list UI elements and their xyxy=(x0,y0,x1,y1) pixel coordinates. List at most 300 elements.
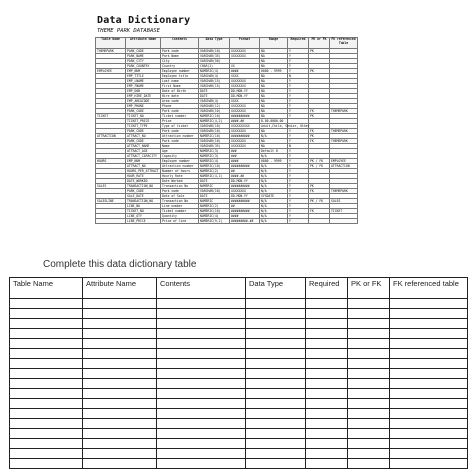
dictionary-cell: Y xyxy=(288,169,309,174)
answer-cell[interactable] xyxy=(246,299,306,309)
dictionary-cell: TRANSACTION_NO xyxy=(126,184,161,189)
dictionary-cell: NA xyxy=(260,104,288,109)
dictionary-cell: EMP_NUM xyxy=(126,159,161,164)
dictionary-cell: NUMERIC(4,2) xyxy=(199,119,230,124)
answer-cell[interactable] xyxy=(246,379,306,389)
dictionary-cell: ATTRACT_NO xyxy=(126,134,161,139)
dictionary-cell: Name xyxy=(161,144,199,149)
answer-cell[interactable] xyxy=(246,349,306,359)
answer-cell[interactable] xyxy=(10,299,83,309)
answer-cell[interactable] xyxy=(390,299,468,309)
dictionary-cell: THEMEPARK xyxy=(330,189,358,194)
answer-cell[interactable] xyxy=(83,309,157,319)
answer-header-cell: Data Type xyxy=(246,278,306,299)
dictionary-cell: VARCHAR(10) xyxy=(199,49,230,54)
answer-cell[interactable] xyxy=(83,349,157,359)
dictionary-cell: XXXXXXXXXX xyxy=(230,124,260,129)
answer-row xyxy=(10,309,468,319)
answer-cell[interactable] xyxy=(348,309,390,319)
answer-row xyxy=(10,299,468,309)
dictionary-cell: EMP_HIRE_DATE xyxy=(126,94,161,99)
dictionary-cell: ATTRACT_CAPACITY xyxy=(126,154,161,159)
dictionary-cell: LINE_NO xyxy=(126,204,161,209)
answer-cell[interactable] xyxy=(348,359,390,369)
dictionary-cell: HOURS xyxy=(96,159,126,164)
dictionary-cell: PARK_CODE xyxy=(126,139,161,144)
dictionary-cell: NUMERIC(4) xyxy=(199,159,230,164)
dictionary-cell: VARCHAR(50) xyxy=(199,59,230,64)
dictionary-cell: Y xyxy=(288,139,309,144)
answer-cell[interactable] xyxy=(390,389,468,399)
answer-cell[interactable] xyxy=(390,399,468,409)
dictionary-cell: Park code xyxy=(161,109,199,114)
dictionary-cell: SALE_DATE xyxy=(126,194,161,199)
dictionary-header-cell: PK or FK xyxy=(309,38,330,49)
dictionary-subtitle: THEME PARK DATABASE xyxy=(97,28,160,34)
dictionary-cell: ATTRACT_NAME xyxy=(126,144,161,149)
answer-cell[interactable] xyxy=(10,459,83,469)
dictionary-cell: Y xyxy=(288,54,309,59)
dictionary-cell: #### xyxy=(230,69,260,74)
dictionary-cell: Employee title xyxy=(161,74,199,79)
dictionary-cell: N/A xyxy=(260,179,288,184)
answer-cell[interactable] xyxy=(390,329,468,339)
dictionary-cell: TICKET xyxy=(96,114,126,119)
answer-cell[interactable] xyxy=(83,339,157,349)
answer-cell[interactable] xyxy=(348,409,390,419)
dictionary-cell: Y xyxy=(288,134,309,139)
answer-header-row xyxy=(10,278,468,299)
answer-cell[interactable] xyxy=(83,299,157,309)
dictionary-cell: Park code xyxy=(161,49,199,54)
dictionary-cell: TICKET_PRICE xyxy=(126,119,161,124)
dictionary-header-cell: Attribute Name xyxy=(126,38,161,49)
dictionary-cell: 0.00-0000.00 xyxy=(260,119,288,124)
dictionary-cell: PK / FK xyxy=(309,159,330,164)
dictionary-cell: Type of ticket xyxy=(161,124,199,129)
answer-cell[interactable] xyxy=(10,369,83,379)
answer-cell[interactable] xyxy=(246,429,306,439)
dictionary-cell: Y xyxy=(288,154,309,159)
dictionary-cell: DATE xyxy=(199,194,230,199)
dictionary-cell: VARCHAR(10) xyxy=(199,124,230,129)
dictionary-cell: N/A xyxy=(260,199,288,204)
answer-cell[interactable] xyxy=(246,359,306,369)
dictionary-cell: VARCHAR(10) xyxy=(199,109,230,114)
answer-cell[interactable] xyxy=(306,379,348,389)
dictionary-cell: VARCHAR(35) xyxy=(199,54,230,59)
dictionary-cell: VARCHAR(4) xyxy=(199,99,230,104)
dictionary-cell: Y xyxy=(288,114,309,119)
dictionary-cell: NA xyxy=(260,49,288,54)
dictionary-cell: ### xyxy=(230,149,260,154)
dictionary-cell: EMP_NUM xyxy=(126,69,161,74)
answer-cell[interactable] xyxy=(83,439,157,449)
answer-cell[interactable] xyxy=(246,309,306,319)
answer-cell[interactable] xyxy=(306,419,348,429)
dictionary-cell: EMP_TITLE xyxy=(126,74,161,79)
dictionary-cell: Price of line xyxy=(161,219,199,224)
dictionary-cell: Park code xyxy=(161,139,199,144)
dictionary-cell: ########## xyxy=(230,114,260,119)
dictionary-cell: N/A xyxy=(260,204,288,209)
answer-cell[interactable] xyxy=(348,349,390,359)
answer-cell[interactable] xyxy=(306,299,348,309)
dictionary-cell: NA xyxy=(260,54,288,59)
answer-cell[interactable] xyxy=(157,439,246,449)
dictionary-cell: Y xyxy=(288,79,309,84)
dictionary-cell: Y xyxy=(288,84,309,89)
answer-cell[interactable] xyxy=(246,459,306,469)
dictionary-header-cell: Format xyxy=(230,38,260,49)
dictionary-cell: NA xyxy=(260,94,288,99)
dictionary-cell: Park code xyxy=(161,189,199,194)
dictionary-cell: N xyxy=(288,144,309,149)
answer-cell[interactable] xyxy=(10,399,83,409)
answer-cell[interactable] xyxy=(157,379,246,389)
answer-cell[interactable] xyxy=(157,419,246,429)
answer-cell[interactable] xyxy=(246,339,306,349)
dictionary-cell: ATTRACT_NO xyxy=(126,164,161,169)
dictionary-cell: THEMEPARK xyxy=(330,129,358,134)
answer-cell[interactable] xyxy=(246,439,306,449)
answer-cell[interactable] xyxy=(10,429,83,439)
dictionary-cell: ### xyxy=(230,154,260,159)
dictionary-cell: TICKET_TYPE xyxy=(126,124,161,129)
answer-row xyxy=(10,379,468,389)
answer-cell[interactable] xyxy=(306,439,348,449)
answer-cell[interactable] xyxy=(390,359,468,369)
dictionary-cell: THEMEPARK xyxy=(330,139,358,144)
answer-row xyxy=(10,349,468,359)
answer-cell[interactable] xyxy=(83,329,157,339)
dictionary-cell: #### xyxy=(230,159,260,164)
dictionary-cell: VARCHAR(10) xyxy=(199,129,230,134)
answer-cell[interactable] xyxy=(10,349,83,359)
dictionary-cell: NA xyxy=(260,74,288,79)
dictionary-cell: LINE_PRICE xyxy=(126,219,161,224)
answer-cell[interactable] xyxy=(348,419,390,429)
dictionary-cell: Y xyxy=(288,104,309,109)
dictionary-cell: TICKET_NO xyxy=(126,209,161,214)
answer-cell[interactable] xyxy=(306,399,348,409)
answer-cell[interactable] xyxy=(10,389,83,399)
dictionary-cell: PK xyxy=(309,134,330,139)
dictionary-header-cell: Required xyxy=(288,38,309,49)
answer-cell[interactable] xyxy=(348,379,390,389)
dictionary-cell: VARCHAR(4) xyxy=(199,74,230,79)
dictionary-cell: VARCHAR(10) xyxy=(199,139,230,144)
answer-cell[interactable] xyxy=(10,359,83,369)
dictionary-cell: PK xyxy=(309,184,330,189)
answer-cell[interactable] xyxy=(157,429,246,439)
dictionary-cell: EMP_FNAME xyxy=(126,84,161,89)
dictionary-cell: NA xyxy=(260,109,288,114)
dictionary-cell: TICKET xyxy=(330,209,358,214)
answer-cell[interactable] xyxy=(348,389,390,399)
dictionary-cell: DD-MON-YY xyxy=(230,89,260,94)
answer-cell[interactable] xyxy=(157,459,246,469)
dictionary-cell: NUMERIC(10) xyxy=(199,114,230,119)
answer-cell[interactable] xyxy=(83,419,157,429)
answer-cell[interactable] xyxy=(246,409,306,419)
answer-cell[interactable] xyxy=(157,299,246,309)
answer-cell[interactable] xyxy=(246,329,306,339)
answer-cell[interactable] xyxy=(348,329,390,339)
answer-cell[interactable] xyxy=(306,309,348,319)
answer-cell[interactable] xyxy=(10,449,83,459)
answer-cell[interactable] xyxy=(348,339,390,349)
answer-cell[interactable] xyxy=(10,339,83,349)
answer-row xyxy=(10,319,468,329)
answer-cell[interactable] xyxy=(157,349,246,359)
dictionary-cell: DATE xyxy=(199,94,230,99)
dictionary-cell: CHAR(2) xyxy=(199,64,230,69)
answer-cell[interactable] xyxy=(348,449,390,459)
answer-cell[interactable] xyxy=(157,399,246,409)
answer-cell[interactable] xyxy=(306,429,348,439)
answer-cell[interactable] xyxy=(390,369,468,379)
answer-cell[interactable] xyxy=(83,369,157,379)
dictionary-cell: LINE_QTY xyxy=(126,214,161,219)
dictionary-cell: Date Worked xyxy=(161,179,199,184)
dictionary-cell: PK / FK xyxy=(309,199,330,204)
answer-row xyxy=(10,359,468,369)
answer-cell[interactable] xyxy=(157,339,246,349)
dictionary-header-cell: Table Name xyxy=(96,38,126,49)
dictionary-cell: Y xyxy=(288,159,309,164)
answer-cell[interactable] xyxy=(157,309,246,319)
answer-cell[interactable] xyxy=(157,409,246,419)
answer-cell[interactable] xyxy=(306,459,348,469)
dictionary-cell: NA xyxy=(260,144,288,149)
answer-cell[interactable] xyxy=(390,439,468,449)
answer-cell[interactable] xyxy=(83,449,157,459)
dictionary-cell: SALES xyxy=(96,184,126,189)
dictionary-cell: Default 0 xyxy=(260,149,288,154)
answer-cell[interactable] xyxy=(390,349,468,359)
dictionary-cell: Y xyxy=(288,149,309,154)
answer-cell[interactable] xyxy=(157,369,246,379)
answer-header-cell: Table Name xyxy=(10,278,83,299)
answer-cell[interactable] xyxy=(10,309,83,319)
dictionary-cell: XXXXXXXX xyxy=(230,144,260,149)
answer-cell[interactable] xyxy=(246,389,306,399)
answer-cell[interactable] xyxy=(83,319,157,329)
answer-cell[interactable] xyxy=(10,439,83,449)
dictionary-cell: TICKET_NO xyxy=(126,114,161,119)
answer-row xyxy=(10,459,468,469)
answer-cell[interactable] xyxy=(83,429,157,439)
answer-cell[interactable] xyxy=(348,369,390,379)
dictionary-cell: ########## xyxy=(230,209,260,214)
dictionary-cell xyxy=(309,219,330,224)
dictionary-cell: Line number xyxy=(161,204,199,209)
answer-cell[interactable] xyxy=(246,399,306,409)
answer-cell[interactable] xyxy=(306,449,348,459)
answer-cell[interactable] xyxy=(348,439,390,449)
dictionary-cell: NA xyxy=(260,89,288,94)
answer-row xyxy=(10,449,468,459)
answer-row xyxy=(10,389,468,399)
answer-cell[interactable] xyxy=(157,389,246,399)
dictionary-cell: XX xyxy=(230,64,260,69)
answer-cell[interactable] xyxy=(348,299,390,309)
answer-cell[interactable] xyxy=(157,359,246,369)
dictionary-cell: Y xyxy=(288,59,309,64)
answer-cell[interactable] xyxy=(246,419,306,429)
answer-cell[interactable] xyxy=(390,419,468,429)
answer-cell[interactable] xyxy=(348,319,390,329)
answer-cell[interactable] xyxy=(390,379,468,389)
answer-row xyxy=(10,439,468,449)
dictionary-cell: PK xyxy=(309,49,330,54)
dictionary-cell: NUMERIC xyxy=(199,199,230,204)
answer-cell[interactable] xyxy=(390,319,468,329)
dictionary-cell: N/A xyxy=(260,189,288,194)
dictionary-cell: XXXXXXXX xyxy=(230,104,260,109)
dictionary-cell: NA xyxy=(260,64,288,69)
dictionary-cell: Y xyxy=(288,94,309,99)
answer-row xyxy=(10,329,468,339)
answer-cell[interactable] xyxy=(390,309,468,319)
answer-cell[interactable] xyxy=(246,369,306,379)
answer-cell[interactable] xyxy=(246,319,306,329)
answer-cell[interactable] xyxy=(348,399,390,409)
dictionary-cell: PARK_CODE xyxy=(126,189,161,194)
answer-header-cell: Attribute Name xyxy=(83,278,157,299)
answer-cell[interactable] xyxy=(10,329,83,339)
dictionary-cell xyxy=(330,219,358,224)
answer-cell[interactable] xyxy=(390,429,468,439)
dictionary-cell: SYSDATE xyxy=(260,194,288,199)
answer-cell[interactable] xyxy=(83,409,157,419)
dictionary-cell: EMP_PHONE xyxy=(126,104,161,109)
dictionary-cell: NUMERIC(10) xyxy=(199,164,230,169)
dictionary-cell: Y xyxy=(288,179,309,184)
dictionary-cell: Y xyxy=(288,214,309,219)
answer-header-cell: Required xyxy=(306,278,348,299)
dictionary-cell: ####.## xyxy=(230,119,260,124)
answer-cell[interactable] xyxy=(10,319,83,329)
answer-cell[interactable] xyxy=(157,319,246,329)
dictionary-cell: #### xyxy=(230,214,260,219)
answer-cell[interactable] xyxy=(83,399,157,409)
answer-cell[interactable] xyxy=(246,449,306,459)
answer-cell[interactable] xyxy=(83,459,157,469)
answer-cell[interactable] xyxy=(10,419,83,429)
dictionary-cell: Transaction No xyxy=(161,199,199,204)
answer-cell[interactable] xyxy=(83,359,157,369)
dictionary-cell: Y xyxy=(288,204,309,209)
dictionary-cell: ########## xyxy=(230,184,260,189)
answer-cell[interactable] xyxy=(306,349,348,359)
answer-cell[interactable] xyxy=(348,459,390,469)
dictionary-cell: NA xyxy=(260,59,288,64)
answer-cell[interactable] xyxy=(306,389,348,399)
dictionary-cell: Country xyxy=(161,64,199,69)
dictionary-cell: VARCHAR(10) xyxy=(199,189,230,194)
answer-cell[interactable] xyxy=(10,379,83,389)
dictionary-cell: NA xyxy=(260,129,288,134)
answer-cell[interactable] xyxy=(390,459,468,469)
dictionary-cell: XXXXXXXX xyxy=(230,79,260,84)
dictionary-cell: NA xyxy=(260,79,288,84)
dictionary-cell: XXXXXXXX xyxy=(230,109,260,114)
dictionary-cell: NUMERIC(3) xyxy=(199,154,230,159)
answer-row xyxy=(10,419,468,429)
dictionary-cell: N/A xyxy=(260,169,288,174)
dictionary-cell: NUMERIC xyxy=(199,184,230,189)
dictionary-cell: Y xyxy=(288,184,309,189)
dictionary-cell: Y xyxy=(288,109,309,114)
dictionary-cell: XXXX xyxy=(230,99,260,104)
dictionary-cell: #########.## xyxy=(230,219,260,224)
dictionary-cell: Employee number xyxy=(161,159,199,164)
dictionary-cell: Ticket number xyxy=(161,114,199,119)
dictionary-cell: VARCHAR(15) xyxy=(199,79,230,84)
dictionary-cell: PK xyxy=(309,114,330,119)
dictionary-cell: Last name xyxy=(161,79,199,84)
dictionary-cell: FK xyxy=(309,189,330,194)
dictionary-cell: Price xyxy=(161,119,199,124)
dictionary-cell: Y xyxy=(288,49,309,54)
dictionary-cell: N/A xyxy=(260,209,288,214)
dictionary-cell: ########## xyxy=(230,134,260,139)
dictionary-cell: ATTRACT_AGE xyxy=(126,149,161,154)
answer-cell[interactable] xyxy=(306,409,348,419)
dictionary-cell: NUMERIC(10) xyxy=(199,134,230,139)
dictionary-cell: N xyxy=(288,74,309,79)
dictionary-cell: Y xyxy=(288,209,309,214)
dictionary-cell: Phone xyxy=(161,104,199,109)
dictionary-cell: ########## xyxy=(230,199,260,204)
answer-cell[interactable] xyxy=(306,329,348,339)
answer-cell[interactable] xyxy=(10,409,83,419)
dictionary-cell: SALES xyxy=(330,199,358,204)
dictionary-header-cell: Data Type xyxy=(199,38,230,49)
dictionary-cell: N/A xyxy=(260,154,288,159)
answer-cell[interactable] xyxy=(390,449,468,459)
answer-cell[interactable] xyxy=(157,449,246,459)
dictionary-cell: DATE xyxy=(199,89,230,94)
dictionary-cell: XXXXXXXX xyxy=(230,129,260,134)
answer-cell[interactable] xyxy=(157,329,246,339)
instruction-caption: Complete this data dictionary table xyxy=(43,259,197,270)
answer-cell[interactable] xyxy=(390,409,468,419)
dictionary-cell: XXXXXXXX xyxy=(230,84,260,89)
dictionary-cell: TRANSACTION_NO xyxy=(126,199,161,204)
answer-header-cell: PK or FK xyxy=(348,278,390,299)
answer-header-cell: Contents xyxy=(157,278,246,299)
dictionary-cell: Y xyxy=(288,199,309,204)
answer-cell[interactable] xyxy=(83,379,157,389)
answer-cell[interactable] xyxy=(306,359,348,369)
answer-cell[interactable] xyxy=(306,319,348,329)
dictionary-cell: N/A xyxy=(260,134,288,139)
answer-table xyxy=(9,277,468,469)
answer-cell[interactable] xyxy=(83,389,157,399)
answer-cell[interactable] xyxy=(306,369,348,379)
answer-cell[interactable] xyxy=(306,339,348,349)
dictionary-cell: XXXXXXXX xyxy=(230,189,260,194)
dictionary-cell: THEMEPARK xyxy=(330,109,358,114)
dictionary-cell: Quantity xyxy=(161,214,199,219)
dictionary-cell: Y xyxy=(288,189,309,194)
answer-cell[interactable] xyxy=(348,429,390,439)
dictionary-cell: XXXXXXXX xyxy=(230,49,260,54)
answer-cell[interactable] xyxy=(390,339,468,349)
